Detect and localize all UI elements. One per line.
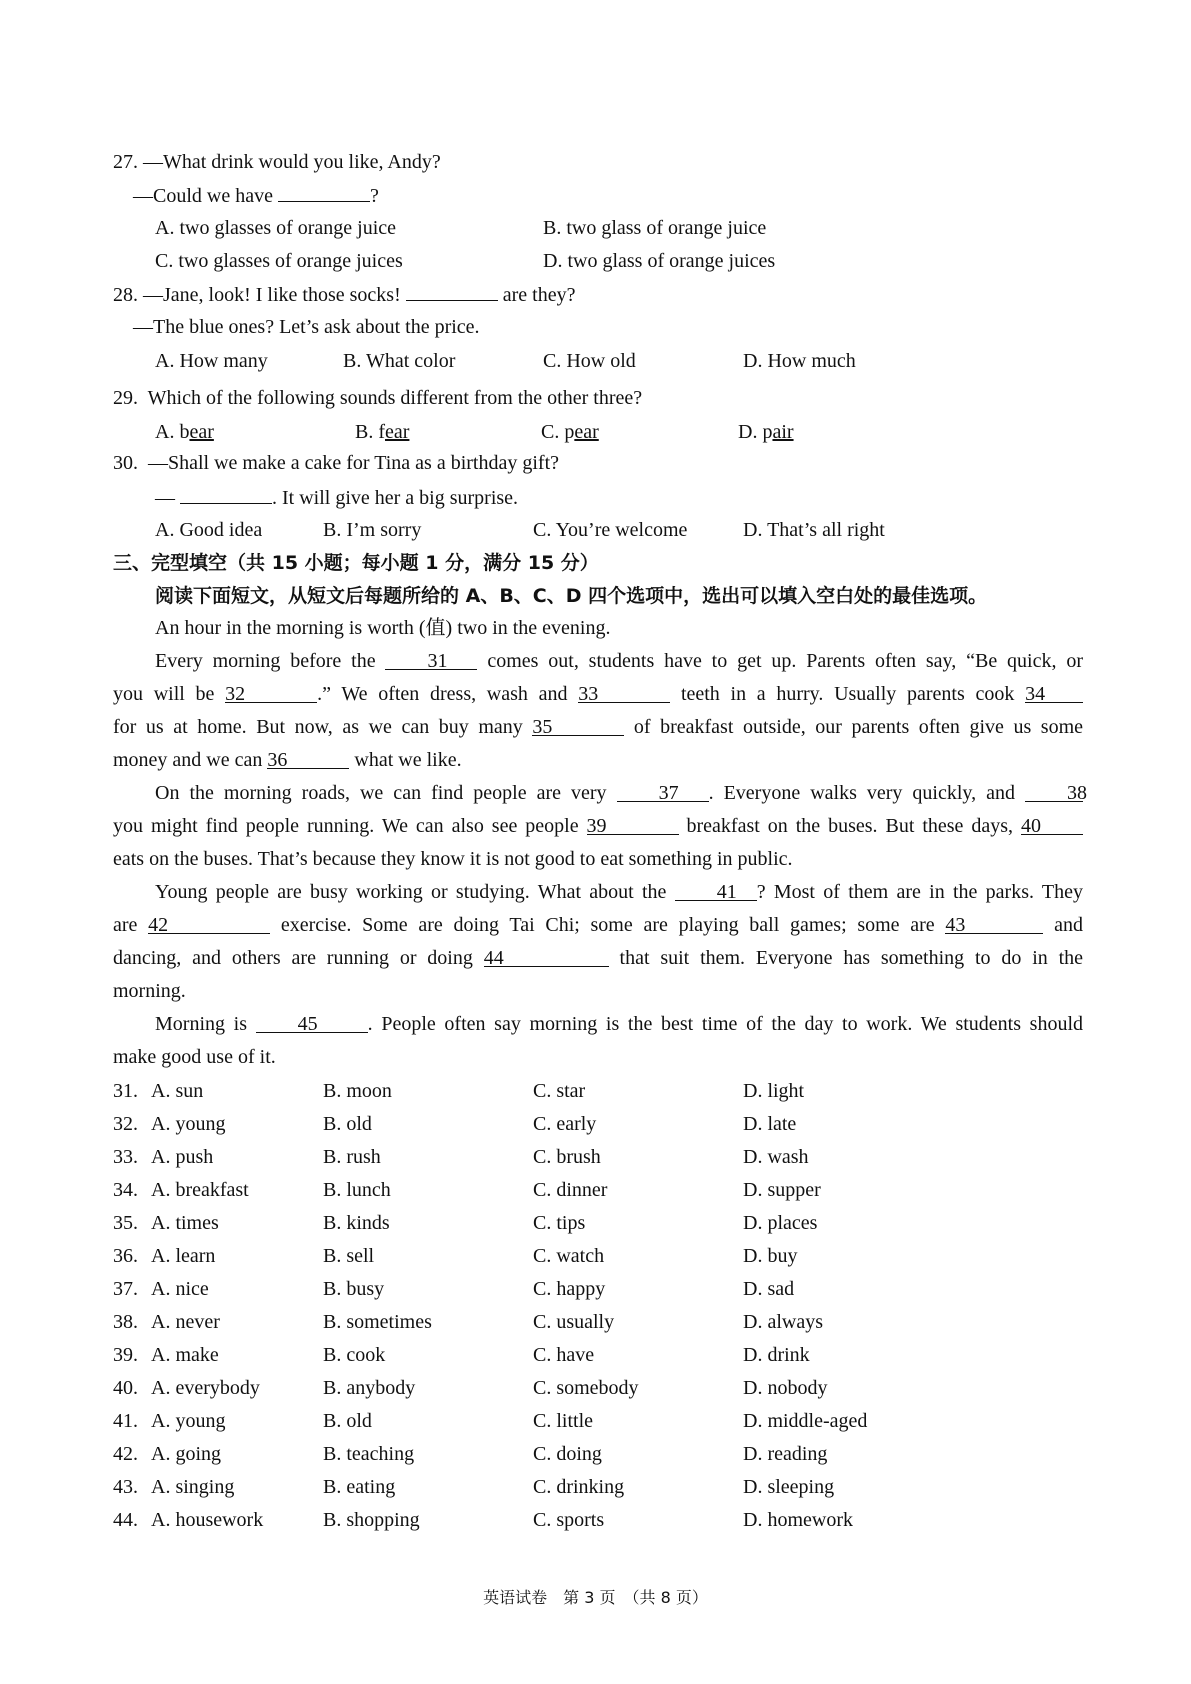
passage-line: Morning is 45 . People often say morning is the best time of the day to work. We students should <box>155 1013 1084 1035</box>
answer-blank <box>180 485 272 504</box>
q27-stem <box>113 150 441 174</box>
blank-40: 40 <box>1021 816 1083 835</box>
option-choice-d: D. sad <box>743 1278 795 1300</box>
passage-line: morning. <box>113 980 186 1002</box>
option-choice-a: A. nice <box>151 1278 209 1300</box>
option-choice-d: D. wash <box>743 1146 809 1168</box>
option-row-number: 41. <box>113 1410 138 1432</box>
q28-option-c: C. How old <box>543 350 636 372</box>
option-choice-a: A. make <box>151 1344 219 1366</box>
option-choice-a: A. everybody <box>151 1377 260 1399</box>
option-row-number: 36. <box>113 1245 138 1267</box>
option-choice-c: C. doing <box>533 1443 602 1465</box>
option-choice-c: C. have <box>533 1344 595 1366</box>
option-choice-b: B. rush <box>323 1146 381 1168</box>
option-choice-d: D. nobody <box>743 1377 828 1399</box>
option-choice-a: A. young <box>151 1113 226 1135</box>
passage-line: Young people are busy working or studying. What about the 41 ? Most of them are in the parks. They <box>155 881 1084 903</box>
q27-option-b: B. two glass of orange juice <box>543 217 767 239</box>
section-instruction: 阅读下面短文，从短文后每题所给的 A、B、C、D 四个选项中，选出可以填入空白处的最佳选项。 <box>155 585 988 607</box>
passage-line: Every morning before the 31 comes out, students have to get up. Parents often say, “Be quick, or <box>155 650 1083 672</box>
option-choice-b: B. sell <box>323 1245 375 1267</box>
blank-31: 31 <box>385 651 477 670</box>
q27-option-c: C. two glasses of orange juices <box>155 250 403 272</box>
option-choice-a: A. going <box>151 1443 221 1465</box>
passage-line: money and we can 36 what we like. <box>113 749 462 771</box>
q30-option-c: C. You’re welcome <box>533 519 688 541</box>
blank-35: 35 <box>532 717 624 736</box>
section-title: 三、完型填空（共 15 小题；每小题 1 分，满分 15 分） <box>113 552 599 574</box>
option-choice-b: B. lunch <box>323 1179 391 1201</box>
option-choice-d: D. middle-aged <box>743 1410 868 1432</box>
option-row-number: 40. <box>113 1377 138 1399</box>
q29-option-b: B. fear <box>355 421 410 443</box>
q28-option-b: B. What color <box>343 350 456 372</box>
option-choice-d: D. places <box>743 1212 818 1234</box>
blank-43: 43 <box>945 915 1043 934</box>
option-choice-c: C. brush <box>533 1146 601 1168</box>
option-row-number: 39. <box>113 1344 138 1366</box>
blank-37: 37 <box>617 783 709 802</box>
option-choice-c: C. little <box>533 1410 593 1432</box>
answer-blank <box>278 183 370 202</box>
option-choice-c: C. early <box>533 1113 597 1135</box>
option-choice-b: B. eating <box>323 1476 396 1498</box>
q29-option-a: A. bear <box>155 421 214 443</box>
option-choice-a: A. singing <box>151 1476 235 1498</box>
blank-42: 42 <box>148 915 270 934</box>
answer-blank <box>406 282 498 301</box>
page-footer: 英语试卷 第 3 页 （共 8 页） <box>483 1588 708 1607</box>
q27-reply: —Could we have ? <box>133 185 379 207</box>
option-choice-d: D. sleeping <box>743 1476 835 1498</box>
blank-41: 41 <box>675 882 757 901</box>
option-choice-b: B. old <box>323 1410 372 1432</box>
option-choice-b: B. sometimes <box>323 1311 432 1333</box>
option-choice-a: A. never <box>151 1311 220 1333</box>
option-choice-c: C. somebody <box>533 1377 639 1399</box>
passage-line: dancing, and others are running or doing 44 that suit them. Everyone has something to do in the <box>113 947 1084 969</box>
option-row-number: 42. <box>113 1443 138 1465</box>
option-choice-a: A. young <box>151 1410 226 1432</box>
option-choice-d: D. buy <box>743 1245 798 1267</box>
option-choice-b: B. anybody <box>323 1377 416 1399</box>
passage-line: you will be 32 .” We often dress, wash and 33 teeth in a hurry. Usually parents cook 34 <box>113 682 1083 706</box>
option-row-number: 38. <box>113 1311 138 1333</box>
option-choice-d: D. homework <box>743 1509 853 1531</box>
option-choice-b: B. shopping <box>323 1509 420 1531</box>
option-row-number: 37. <box>113 1278 138 1300</box>
q28-option-d: D. How much <box>743 350 856 372</box>
option-choice-c: C. usually <box>533 1311 615 1333</box>
blank-38: 38 <box>1025 783 1083 802</box>
option-choice-a: A. housework <box>151 1509 264 1531</box>
option-row-number: 35. <box>113 1212 138 1234</box>
passage-line: eats on the buses. That’s because they know it is not good to eat something in public. <box>113 848 793 870</box>
blank-39: 39 <box>587 816 679 835</box>
option-choice-a: A. breakfast <box>151 1179 249 1201</box>
option-choice-a: A. learn <box>151 1245 216 1267</box>
option-choice-d: D. supper <box>743 1179 821 1201</box>
option-choice-d: D. reading <box>743 1443 828 1465</box>
q29-stem: 29. Which of the following sounds different from the other three? <box>113 387 643 409</box>
option-choice-b: B. moon <box>323 1080 392 1102</box>
option-choice-c: C. tips <box>533 1212 586 1234</box>
passage-line: make good use of it. <box>113 1046 276 1068</box>
option-choice-c: C. star <box>533 1080 586 1102</box>
q28-reply: —The blue ones? Let’s ask about the price. <box>133 316 480 338</box>
option-row-number: 31. <box>113 1080 138 1102</box>
option-choice-c: C. happy <box>533 1278 606 1300</box>
option-choice-a: A. sun <box>151 1080 204 1102</box>
option-choice-a: A. push <box>151 1146 214 1168</box>
passage-line: you might find people running. We can also see people 39 breakfast on the buses. But these days, 40 <box>113 814 1083 838</box>
q28-stem: 28. —Jane, look! I like those socks! are they? <box>113 284 576 306</box>
q27-option-d: D. two glass of orange juices <box>543 250 776 272</box>
option-choice-b: B. old <box>323 1113 372 1135</box>
option-choice-c: C. watch <box>533 1245 605 1267</box>
blank-34: 34 <box>1025 684 1083 703</box>
question-number: 27. <box>113 151 138 173</box>
option-choice-b: B. teaching <box>323 1443 415 1465</box>
blank-36: 36 <box>267 750 349 769</box>
blank-33: 33 <box>578 684 670 703</box>
passage-line: On the morning roads, we can find people are very 37 . Everyone walks very quickly, and 38 <box>155 782 1088 804</box>
q28-option-a: A. How many <box>155 350 268 372</box>
blank-44: 44 <box>484 948 609 967</box>
option-row-number: 32. <box>113 1113 138 1135</box>
q30-reply: — . It will give her a big surprise. <box>155 487 519 509</box>
option-choice-d: D. drink <box>743 1344 810 1366</box>
option-row-number: 34. <box>113 1179 138 1201</box>
q27-option-a: A. two glasses of orange juice <box>155 217 397 239</box>
option-choice-b: B. cook <box>323 1344 386 1366</box>
option-choice-b: B. kinds <box>323 1212 390 1234</box>
q30-stem: 30. —Shall we make a cake for Tina as a birthday gift? <box>113 452 559 474</box>
option-choice-c: C. dinner <box>533 1179 608 1201</box>
option-choice-d: D. light <box>743 1080 805 1102</box>
option-choice-d: D. always <box>743 1311 823 1333</box>
blank-32: 32 <box>225 684 317 703</box>
blank-45: 45 <box>256 1014 368 1033</box>
option-row-number: 43. <box>113 1476 138 1498</box>
passage-headline: An hour in the morning is worth (值) two in the evening. <box>155 617 611 639</box>
option-row-number: 44. <box>113 1509 138 1531</box>
passage-line: for us at home. But now, as we can buy many 35 of breakfast outside, our parents often give us some <box>113 716 1083 738</box>
option-choice-b: B. busy <box>323 1278 385 1300</box>
option-choice-a: A. times <box>151 1212 219 1234</box>
q29-option-c: C. pear <box>541 421 599 443</box>
option-row-number: 33. <box>113 1146 138 1168</box>
option-choice-c: C. sports <box>533 1509 605 1531</box>
q30-option-d: D. That’s all right <box>743 519 885 541</box>
option-choice-c: C. drinking <box>533 1476 625 1498</box>
option-choice-d: D. late <box>743 1113 797 1135</box>
question-text: —What drink would you like, Andy? <box>143 151 441 173</box>
q30-option-a: A. Good idea <box>155 519 263 541</box>
passage-line: are 42 exercise. Some are doing Tai Chi; some are playing ball games; some are 43 and <box>113 914 1084 936</box>
q29-option-d: D. pair <box>738 421 794 443</box>
q30-option-b: B. I’m sorry <box>323 519 422 541</box>
